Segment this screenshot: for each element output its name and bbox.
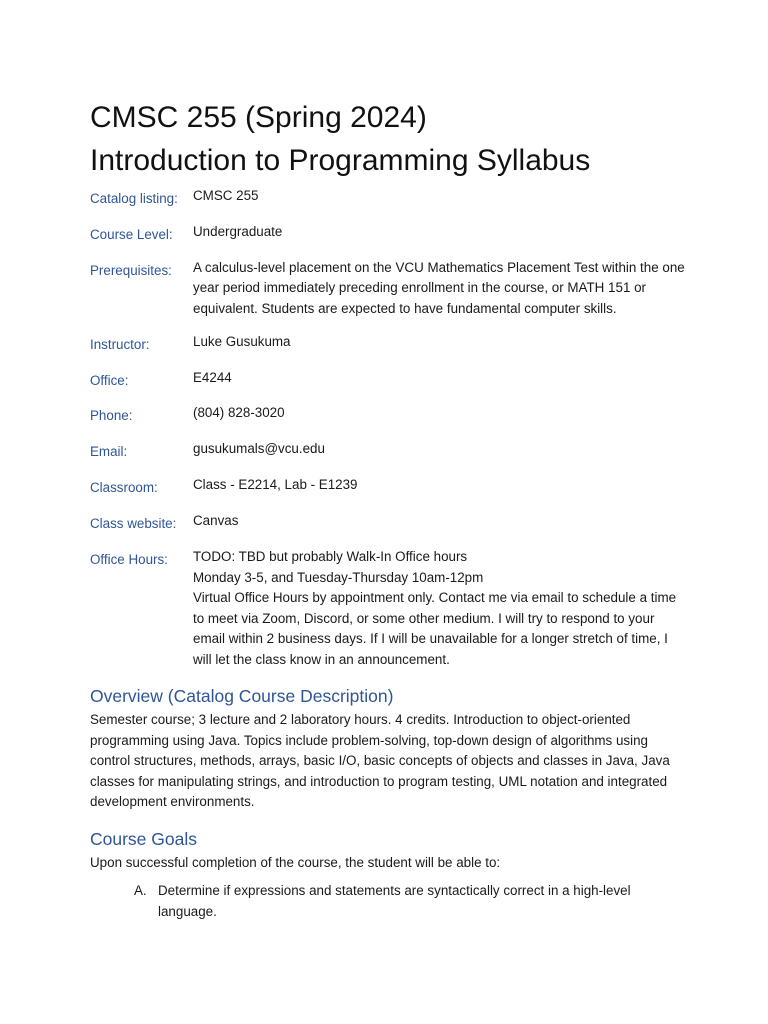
level-label: Course Level: xyxy=(90,226,173,242)
instructor-row xyxy=(90,332,690,356)
instructor-value: Luke Gusukuma xyxy=(193,333,291,349)
office-hours-value xyxy=(193,547,690,670)
office-value: E4244 xyxy=(193,369,232,385)
goals-intro: Upon successful completion of the course, the student will be able to: xyxy=(90,854,501,870)
instructor-label: Instructor: xyxy=(90,336,150,352)
title-line-1: CMSC 255 (Spring 2024) xyxy=(90,101,427,134)
overview-heading: Overview (Catalog Course Description) xyxy=(90,686,394,707)
office-hours-virtual: Virtual Office Hours by appointment only. Contact me via email to schedule a time to meet via Zoom, Discord, or some other medium. I will try to respond to your email within 2 business days. If I will be unavailable for a longer stretch of time, I will let the class know in an announcement. xyxy=(193,590,677,667)
office-row xyxy=(90,368,690,392)
document-title xyxy=(90,96,690,182)
phone-row xyxy=(90,403,690,427)
syllabus-page xyxy=(90,96,690,922)
website-value: Canvas xyxy=(193,513,239,529)
phone-label: Phone: xyxy=(90,408,133,424)
goal-text: Determine if expressions and statements are syntactically correct in a high-level language. xyxy=(158,883,631,919)
catalog-value: CMSC 255 xyxy=(193,188,259,203)
email-row xyxy=(90,439,690,463)
office-hours-status: TODO: TBD but probably Walk-In Office hours xyxy=(193,549,468,565)
classroom-value: Class - E2214, Lab - E1239 xyxy=(193,477,358,493)
catalog-row xyxy=(90,186,690,210)
office-hours-schedule: Monday 3-5, and Tuesday-Thursday 10am-12pm xyxy=(193,569,484,585)
goals-list xyxy=(90,881,690,922)
office-label: Office: xyxy=(90,372,129,388)
catalog-label: Catalog listing: xyxy=(90,191,178,206)
website-label: Class website: xyxy=(90,516,177,532)
goal-item xyxy=(134,881,690,922)
phone-value: (804) 828-3020 xyxy=(193,405,285,421)
email-label: Email: xyxy=(90,444,128,460)
level-value: Undergraduate xyxy=(193,223,283,239)
classroom-label: Classroom: xyxy=(90,480,158,496)
title-line-2: Introduction to Programming Syllabus xyxy=(90,144,591,177)
classroom-row xyxy=(90,475,690,499)
goals-heading: Course Goals xyxy=(90,828,197,849)
level-row xyxy=(90,222,690,246)
overview-text: Semester course; 3 lecture and 2 laboratory hours. 4 credits. Introduction to object-oriented programming using Java. Topics include problem-solving, top-down design of algorithms using control structures, methods, arrays, basic I/O, basic concepts of objects and classes in Java, Java classes for manipulating strings, and introduction to program testing, UML notation and integrated development environments. xyxy=(90,712,670,810)
prereq-row xyxy=(90,258,690,320)
email-value: gusukumals@vcu.edu xyxy=(193,441,325,457)
course-info xyxy=(90,186,690,670)
prereq-label: Prerequisites: xyxy=(90,262,172,278)
website-row xyxy=(90,511,690,535)
goal-marker: A. xyxy=(134,883,147,899)
prereq-value: A calculus-level placement on the VCU Mathematics Placement Test within the one year period immediately preceding enrollment in the course, or MATH 151 or equivalent. Students are expected to have fundamental computer skills. xyxy=(193,259,685,316)
office-hours-row xyxy=(90,547,690,670)
office-hours-label: Office Hours: xyxy=(90,552,168,568)
